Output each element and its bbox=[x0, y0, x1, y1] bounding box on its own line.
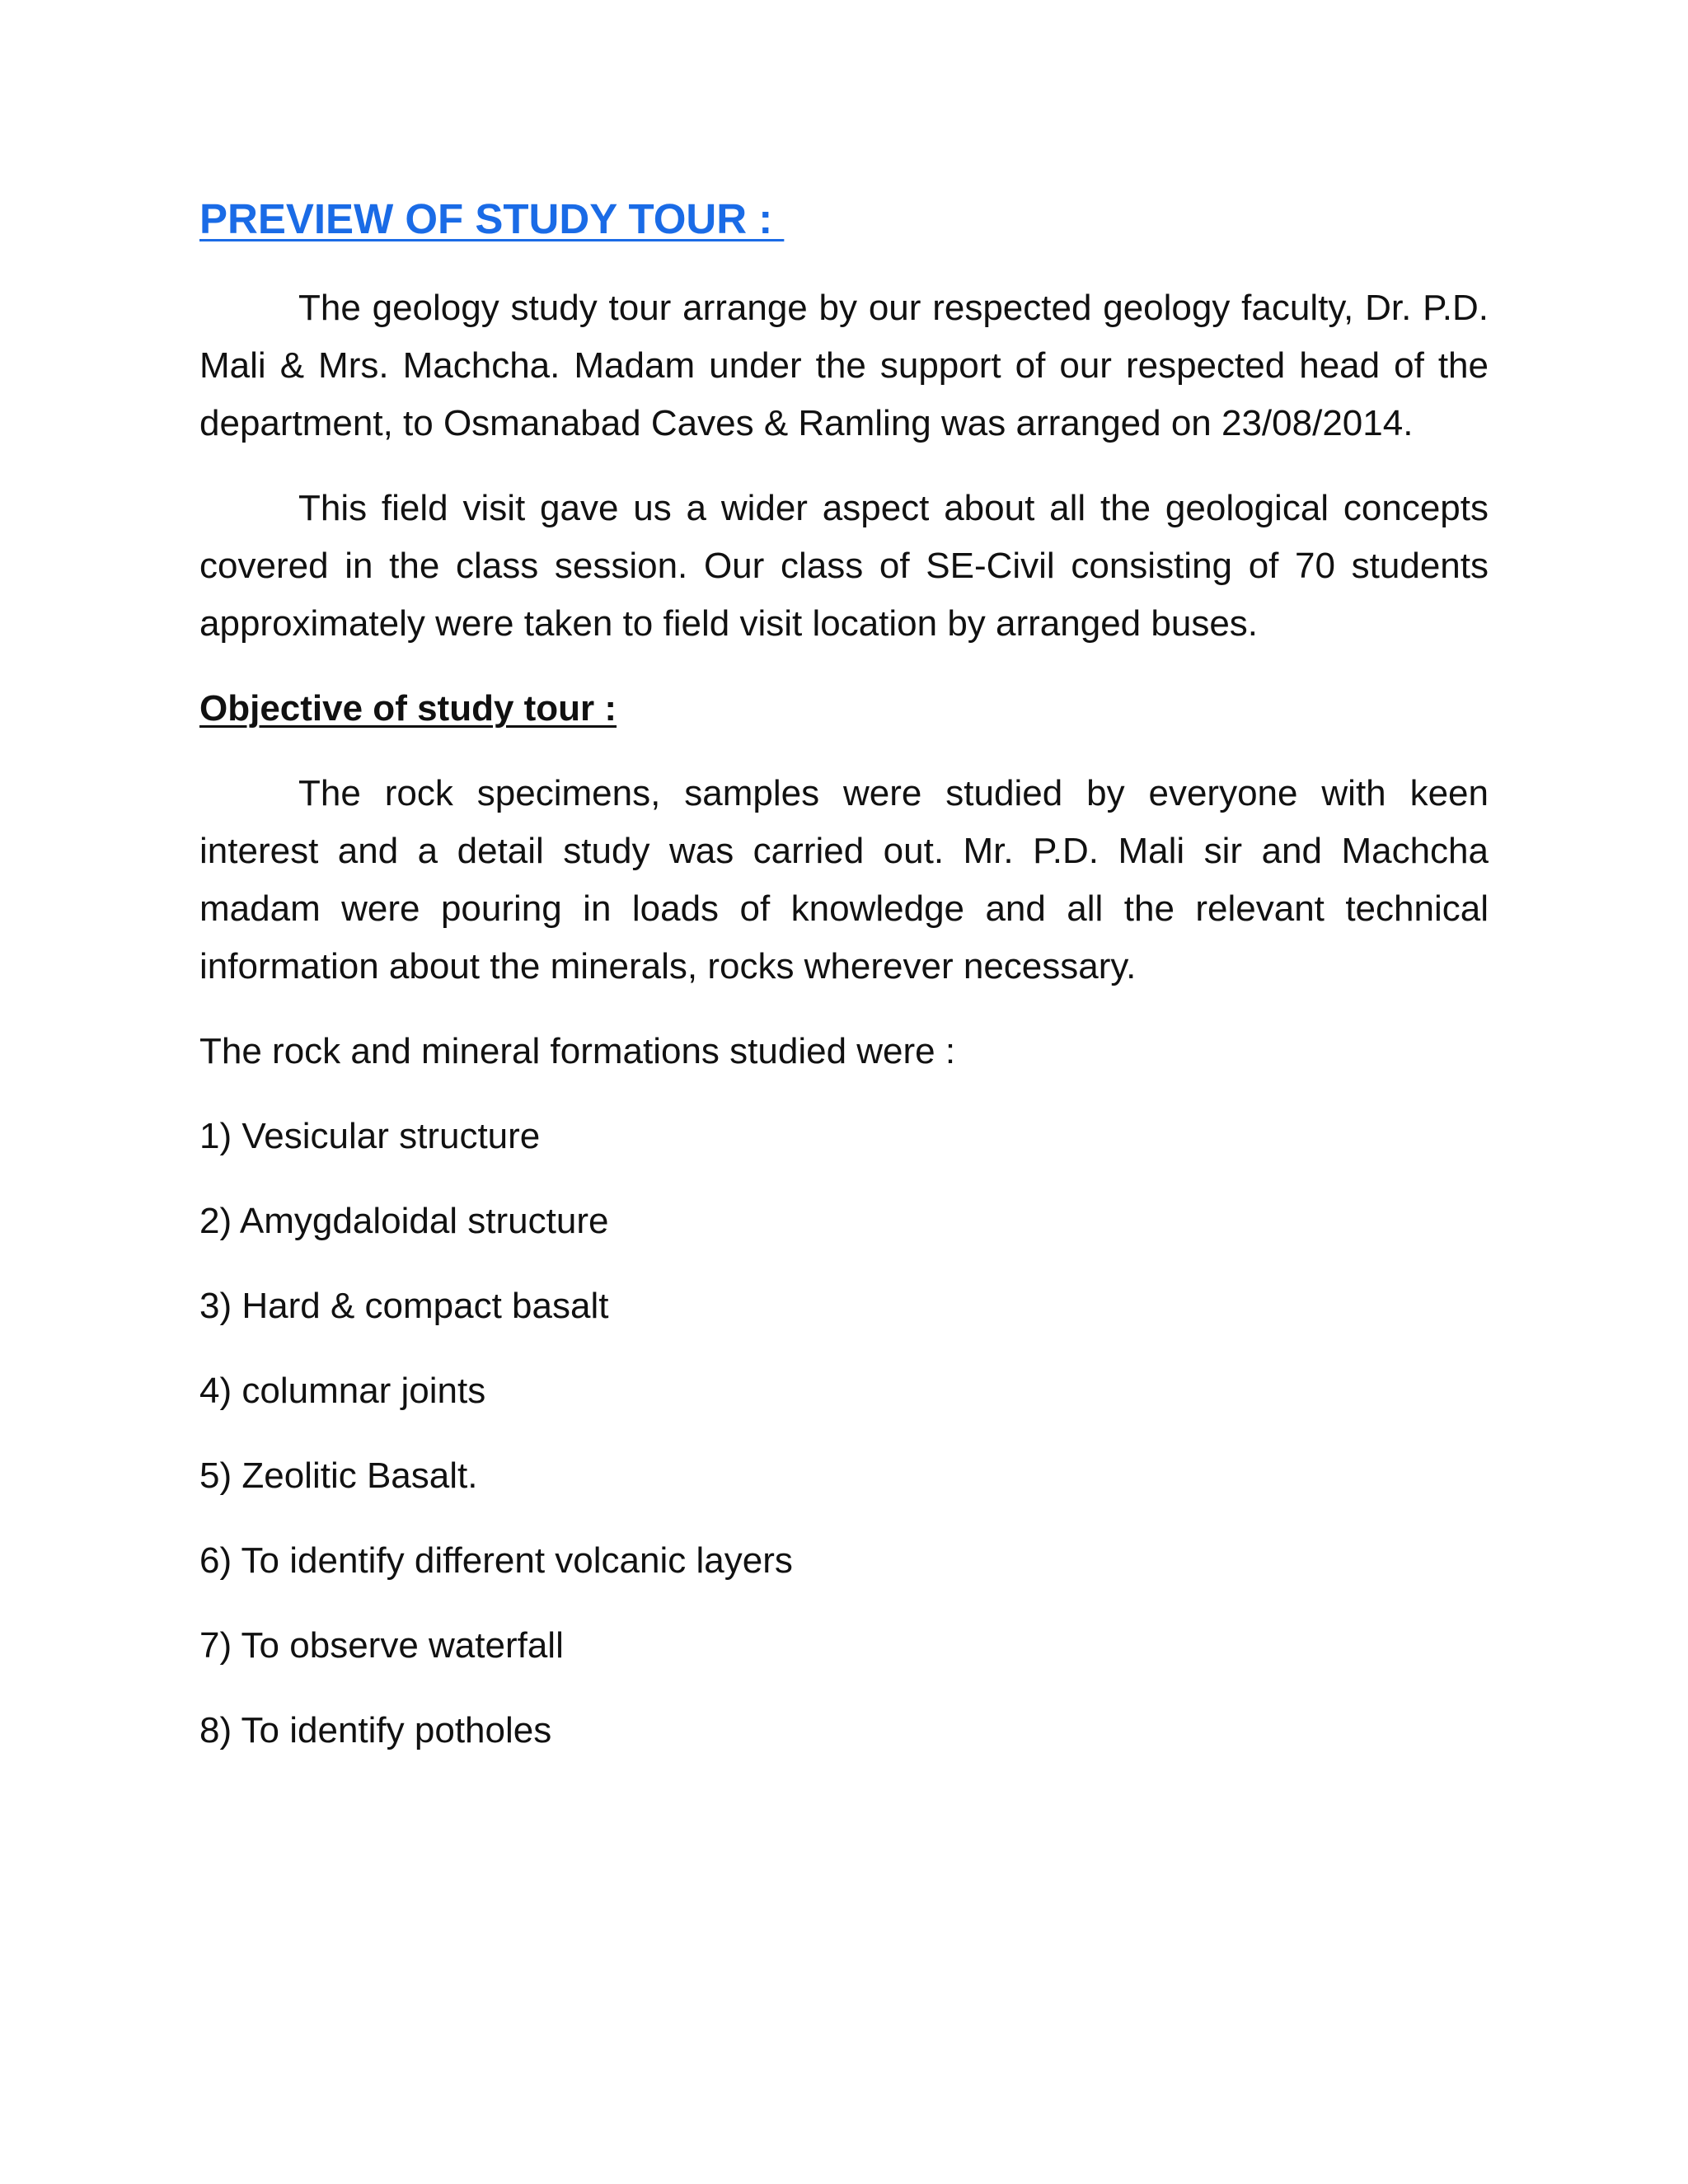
list-item: 7) To observe waterfall bbox=[199, 1625, 564, 1666]
list-item: 5) Zeolitic Basalt. bbox=[199, 1455, 478, 1496]
list-item: 1) Vesicular structure bbox=[199, 1116, 541, 1156]
document-page bbox=[199, 195, 1489, 1787]
list-item: 4) columnar joints bbox=[199, 1371, 486, 1411]
formations-list bbox=[199, 1108, 1489, 1760]
list-intro: The rock and mineral formations studied were : bbox=[199, 1031, 956, 1071]
objective-paragraph: The rock specimens, samples were studied by everyone with keen interest and a detail study was carried out. Mr. P.D. Mali sir and Machcha madam were pouring in loads of knowledge and all the relevant technical information about the minerals, rocks wherever necessary. bbox=[199, 773, 1489, 987]
list-item: 3) Hard & compact basalt bbox=[199, 1286, 609, 1326]
list-item: 6) To identify different volcanic layers bbox=[199, 1540, 793, 1581]
intro-paragraph: The geology study tour arrange by our respected geology faculty, Dr. P.D. Mali & Mrs. Machcha. Madam under the support of our respected head of the department, to Osmanabad Caves & Ramling was arranged on 23/08/2014. bbox=[199, 288, 1489, 443]
list-item: 2) Amygdaloidal structure bbox=[199, 1201, 609, 1241]
field-visit-paragraph: This field visit gave us a wider aspect about all the geological concepts covered in the class session. Our class of SE-Civil consisting of 70 students approximately were taken to field visit location by arranged buses. bbox=[199, 488, 1489, 644]
objective-heading: Objective of study tour : bbox=[199, 688, 617, 729]
list-item: 8) To identify potholes bbox=[199, 1710, 552, 1750]
page-title: PREVIEW OF STUDY TOUR : bbox=[199, 195, 785, 242]
